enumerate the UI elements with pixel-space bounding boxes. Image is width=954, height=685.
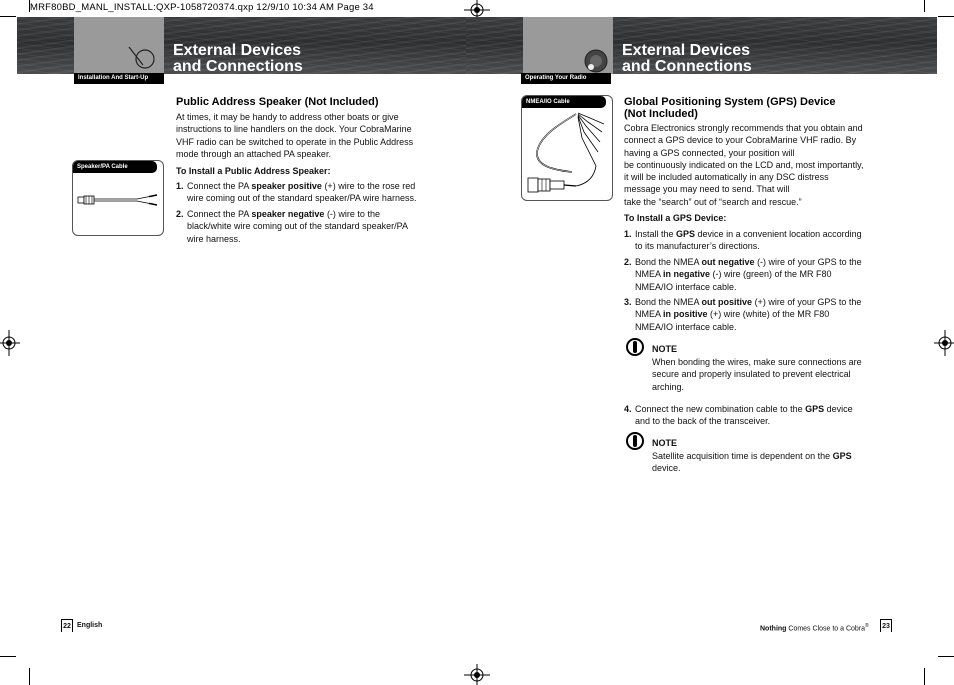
- install-subheading: To Install a Public Address Speaker:: [176, 166, 331, 176]
- note-icon: [626, 338, 644, 356]
- crop-mark: [0, 16, 16, 17]
- footer-tagline: Nothing Comes Close to a Cobra®: [760, 623, 869, 633]
- step-text: (+) wire to the rose red: [321, 181, 416, 191]
- step-text: NMEA/IO interface cable.: [635, 321, 737, 332]
- page-number: 23: [881, 620, 891, 633]
- step-text: to its manufacturer’s directions.: [635, 241, 760, 252]
- crop-mark: [29, 668, 30, 685]
- step-text: (+) wire (white) of the MR F80: [707, 309, 830, 320]
- step-number: 2.: [176, 209, 184, 219]
- crop-mark: [29, 0, 30, 12]
- antenna-icon: [127, 43, 157, 73]
- knob-icon: [582, 47, 610, 74]
- speaker-pa-cable-figure: [72, 160, 164, 236]
- page-number: 22: [62, 620, 72, 633]
- step-text: black/white wire coming out of the standard speaker/PA: [187, 221, 408, 232]
- step-emphasis: GPS: [676, 229, 696, 239]
- step-text: and to the back of the transceiver.: [635, 416, 771, 427]
- note-icon: [626, 432, 644, 450]
- page-title: External Devices and Connections: [622, 42, 752, 74]
- step-number: 2.: [624, 257, 632, 267]
- step-text: wire coming out of the standard speaker/PA wire harness.: [187, 193, 417, 204]
- step-text: device in a convenient location according: [695, 229, 862, 239]
- step-text: Connect the new combination cable to the: [635, 404, 806, 414]
- registration-mark-icon: [0, 330, 20, 356]
- step-text: wire harness.: [187, 233, 241, 244]
- step-text: (+) wire of your GPS to the: [752, 297, 862, 307]
- step-text: device: [824, 404, 853, 414]
- step-text: Connect the PA: [187, 181, 252, 191]
- crop-mark: [938, 656, 954, 657]
- footer-language: English: [77, 622, 103, 629]
- crop-mark: [0, 656, 16, 657]
- note-title: NOTE: [652, 344, 678, 354]
- header-banner-left: [17, 17, 487, 74]
- page-number-box: [61, 619, 73, 632]
- print-slug: MRF80BD_MANL_INSTALL:QXP-1058720374.qxp 12/9/10 10:34 AM Page 34: [30, 2, 374, 13]
- step-text: Bond the NMEA: [635, 297, 702, 307]
- figure-caption: NMEA/IO Cable: [522, 96, 606, 108]
- note-title: NOTE: [652, 438, 678, 448]
- step-text: Install the: [635, 229, 677, 239]
- page-number-box: [880, 619, 892, 632]
- step-emphasis: speaker positive: [251, 181, 322, 191]
- step-text: NMEA: [635, 309, 664, 320]
- registration-mark-icon: [464, 664, 490, 685]
- step-emphasis: speaker negative: [251, 209, 325, 219]
- page-title: External Devices and Connections: [173, 42, 303, 74]
- registration-mark-icon: [934, 330, 954, 356]
- nmea-cable-illustration: [524, 108, 610, 198]
- crop-mark: [924, 0, 925, 12]
- step-emphasis: GPS: [805, 404, 825, 414]
- step-emphasis: out positive: [701, 297, 753, 307]
- section-heading: Global Positioning System (GPS) Device (Not Included): [624, 96, 836, 120]
- note-text: Satellite acquisition time is dependent on the GPS device.: [652, 451, 852, 474]
- step-number: 3.: [624, 297, 632, 307]
- install-subheading: To Install a GPS Device:: [624, 213, 727, 223]
- step-text: (-) wire to the: [324, 209, 380, 219]
- step-text: NMEA/IO interface cable.: [635, 281, 737, 292]
- section-tab: Installation And Start-Up: [74, 73, 164, 84]
- crop-mark: [938, 16, 954, 17]
- step-emphasis: in negative: [663, 269, 711, 280]
- step-text: Bond the NMEA: [635, 257, 702, 267]
- step-text: Connect the PA: [187, 209, 252, 219]
- intro-paragraph: At times, it may be handy to address other boats or give instructions to line handlers on the dock. Your CobraMarine VHF radio can be switched to operate in the Public Address mode through an attached PA speaker.: [176, 112, 414, 159]
- crop-mark: [924, 668, 925, 685]
- step-text: NMEA: [635, 269, 664, 280]
- intro-paragraph: Cobra Electronics strongly recommends that you obtain and connect a GPS device to your CobraMarine VHF radio. By having a GPS connected, your position will be continuously indicated on the LCD and, most importantly, it will be included automatically in any DSC distress message you may need to send. That will take the “search” out of “search and rescue.”: [624, 123, 864, 207]
- header-banner-right: [466, 17, 937, 74]
- step-text: (-) wire of your GPS to the: [754, 257, 862, 267]
- section-tab: Operating Your Radio: [521, 73, 611, 84]
- step-number: 1.: [624, 229, 632, 239]
- section-heading: Public Address Speaker (Not Included): [176, 96, 379, 108]
- figure-caption: Speaker/PA Cable: [73, 161, 157, 173]
- speaker-cable-illustration: [77, 189, 161, 211]
- step-emphasis: in positive: [663, 309, 708, 320]
- step-number: 4.: [624, 404, 632, 414]
- note-text: When bonding the wires, make sure connections are secure and properly insulated to prevent electrical arching.: [652, 357, 862, 392]
- step-text: (-) wire (green) of the MR F80: [710, 269, 832, 280]
- step-number: 1.: [176, 181, 184, 191]
- step-emphasis: out negative: [701, 257, 755, 267]
- nmea-io-cable-figure: [521, 95, 613, 201]
